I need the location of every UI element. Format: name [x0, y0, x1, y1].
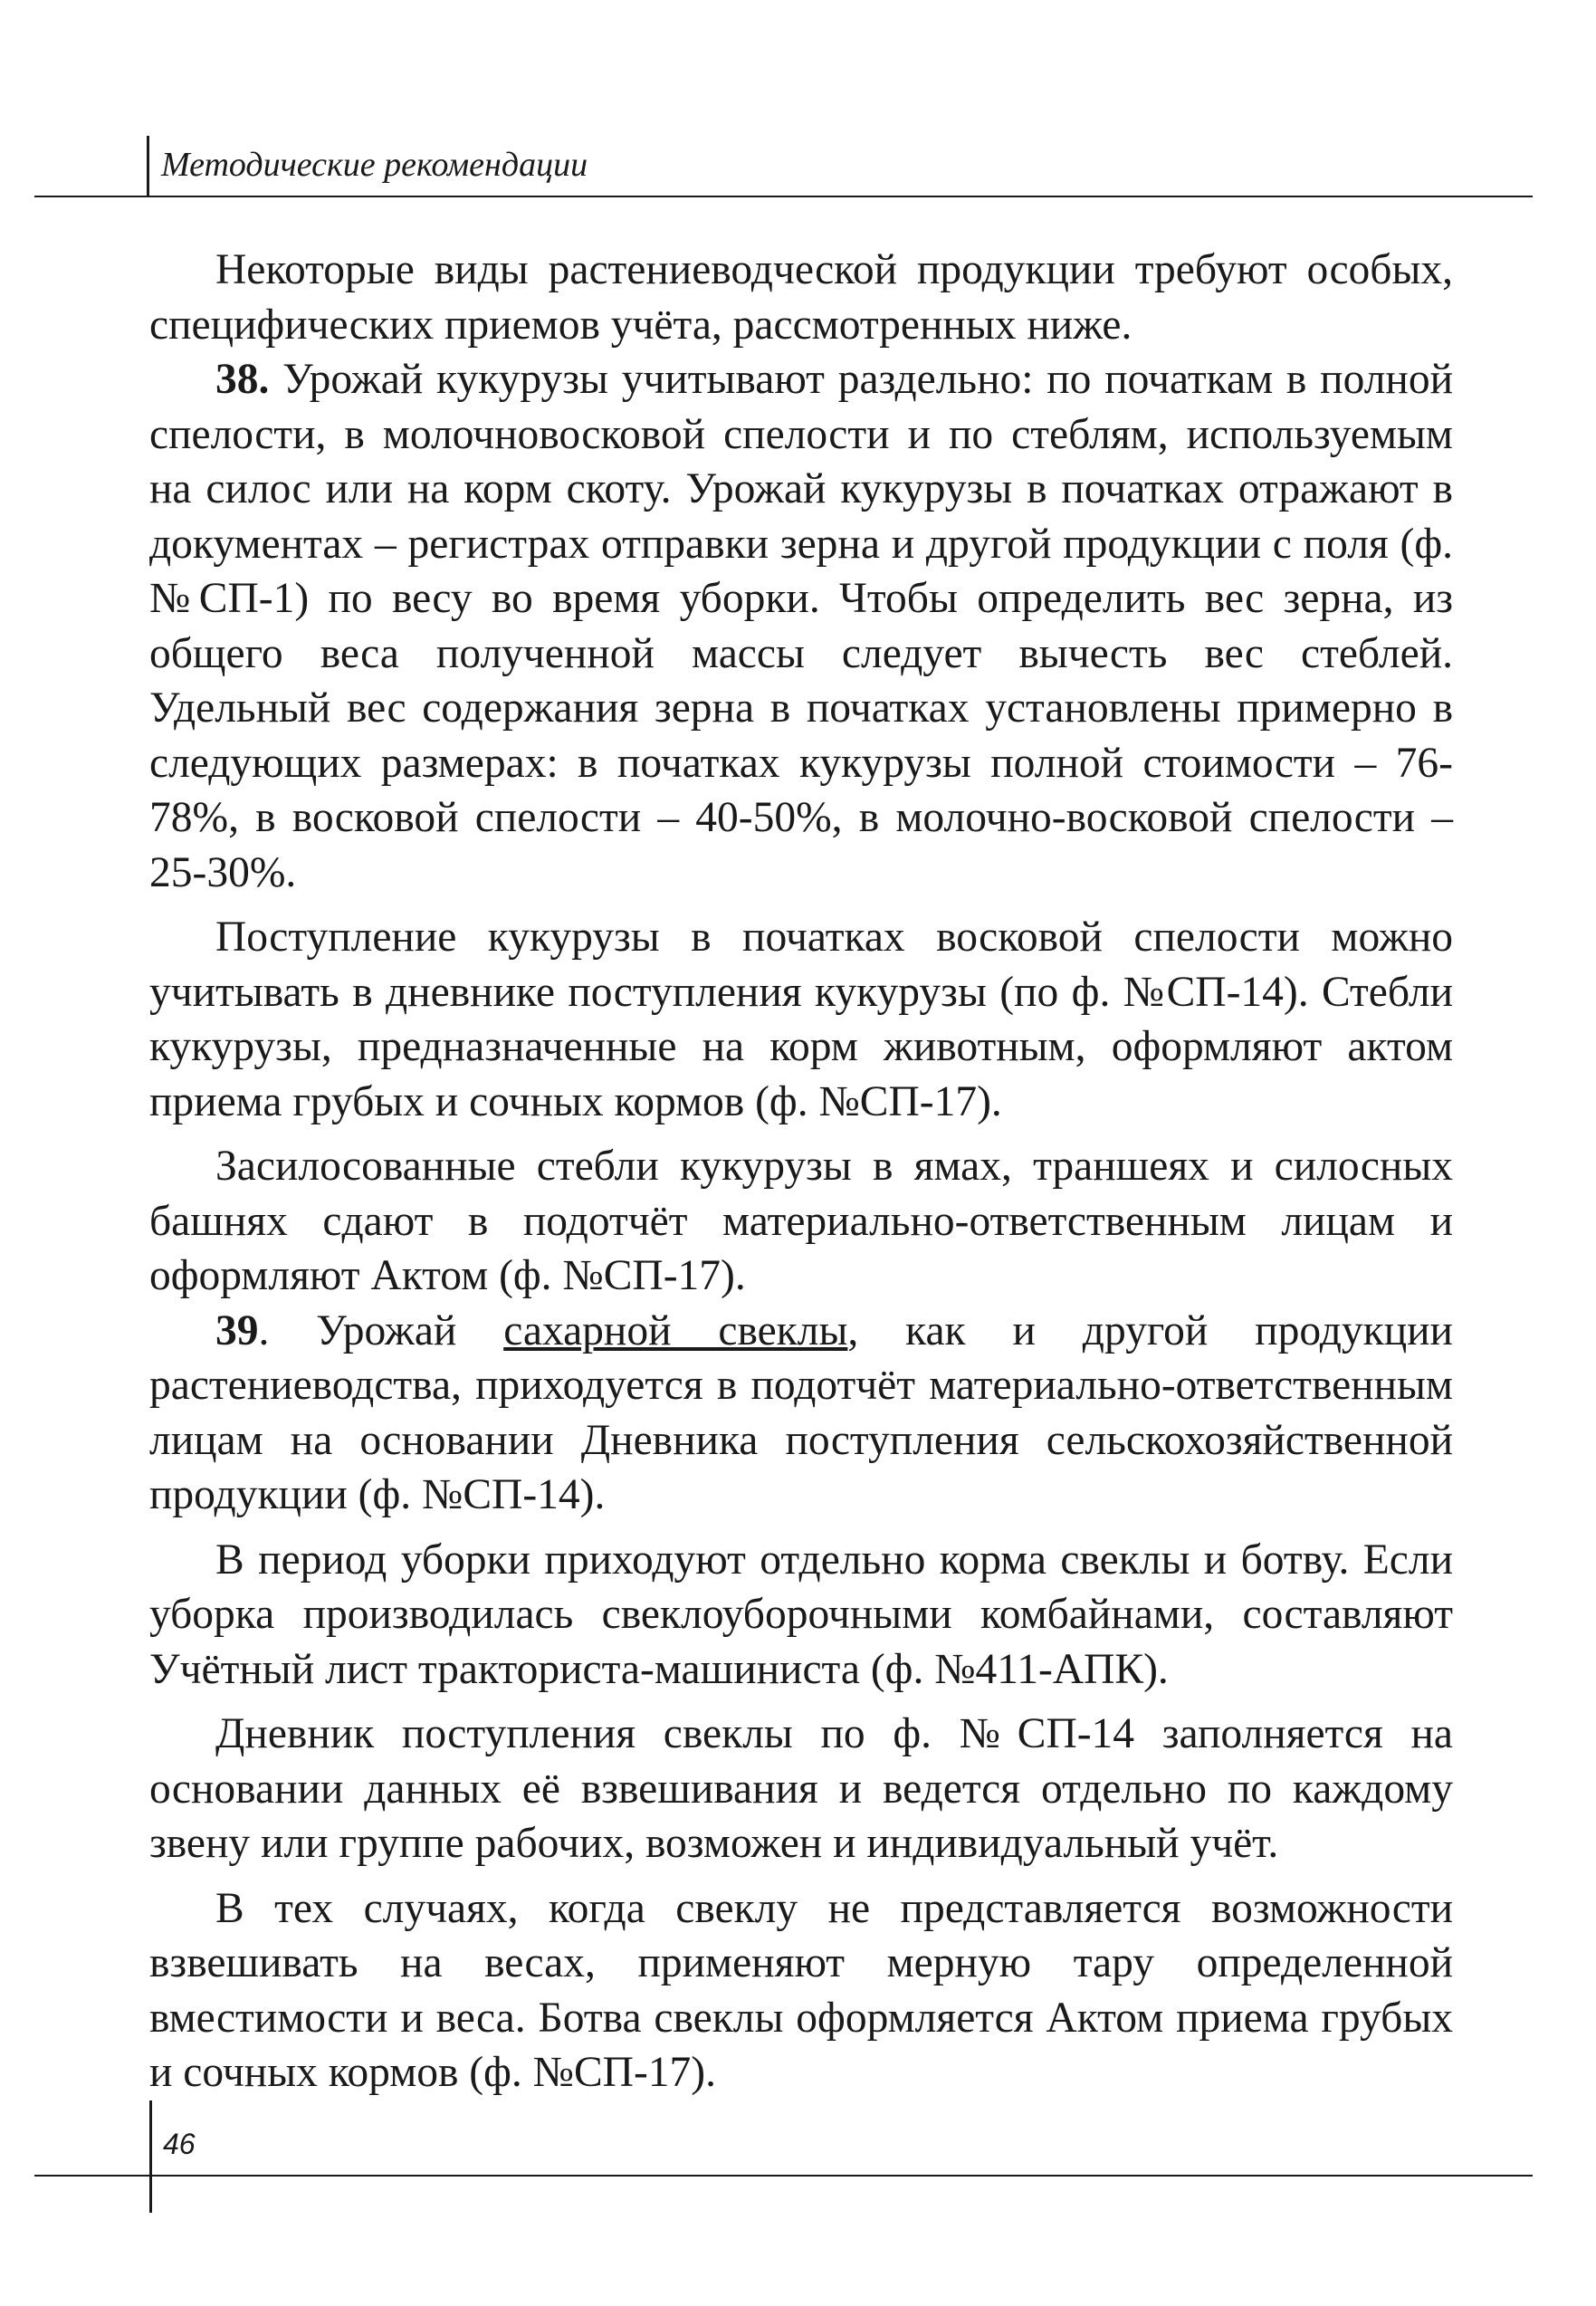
paragraph-text: Дневник поступления свеклы по ф. №СП-14 заполняется на основании данных её взвешивания и ведется отдельно по каждому звену или группе рабочих, возможен и индивидуальный учёт. [149, 1710, 1453, 1867]
paragraph-intro [149, 243, 1453, 352]
paragraph-beet-diary [149, 1707, 1453, 1871]
page-header [0, 0, 1596, 217]
underlined-term: сахарной свеклы [503, 1306, 848, 1354]
footer-horizontal-rule [34, 2175, 1533, 2177]
header-vertical-rule [147, 136, 149, 196]
paragraph-measuring-tare [149, 1881, 1453, 2100]
paragraph-item-39 [149, 1304, 1453, 1523]
paragraph-item-38 [149, 352, 1453, 900]
item-number-38: 38. [215, 356, 270, 403]
item-number-39: 39 [215, 1306, 259, 1354]
paragraph-corn-receipt [149, 910, 1453, 1129]
paragraph-text: . Урожай [258, 1306, 504, 1354]
paragraph-harvest-period [149, 1533, 1453, 1698]
page-number: 46 [163, 2128, 196, 2160]
paragraph-text: Засилосованные стебли кукурузы в ямах, траншеях и силосных башнях сдают в подотчёт материально-ответственным лицам и оформляют Актом (ф. №СП-17). [149, 1143, 1453, 1299]
paragraph-text: В период уборки приходуют отдельно корма свеклы и ботву. Если уборка производилась свеклоуборочными комбайнами, составляют Учётный лист тракториста-машиниста (ф. №411-АПК). [149, 1536, 1453, 1693]
paragraph-text: Поступление кукурузы в початках восковой спелости можно учитывать в дневнике поступления кукурузы (по ф. №СП-14). Стебли кукурузы, предназначенные на корм животным, оформляют актом приема грубых и сочных кормов (ф. №СП-17). [149, 914, 1453, 1125]
footer-vertical-rule [149, 2100, 152, 2213]
header-horizontal-rule [34, 196, 1533, 197]
running-header-title: Методические рекомендации [161, 146, 588, 184]
paragraph-silage [149, 1139, 1453, 1304]
paragraph-text: , как и другой продукции растениеводства, приходуется в подотчёт материально-ответственным лицам на основании Дневника поступления сельскохозяйственной продукции (ф. №СП-14). [149, 1306, 1453, 1518]
page-footer [0, 2100, 1596, 2306]
paragraph-text: Урожай кукурузы учитывают раздельно: по початкам в полной спелости, в молочновосковой спелости и по стеблям, используемым на силос или на корм скоту. Урожай кукурузы в початках отражают в документах – регистрах отправки зерна и другой продукции с поля (ф. №СП-1) по весу во время уборки. Чтобы определить вес зерна, из общего веса полученной массы следует вычесть вес стеблей. Удельный вес содержания зерна в початках установлены примерно в следующих размерах: в початках кукурузы полной стоимости – 76-78%, в восковой спелости – 40-50%, в молочно-восковой спелости – 25-30%. [149, 356, 1453, 896]
body-text [149, 243, 1453, 2100]
paragraph-text: В тех случаях, когда свеклу не представляется возможности взвешивать на весах, применяют мерную тару определенной вместимости и веса. Ботва свеклы оформляется Актом приема грубых и сочных кормов (ф. №СП-17). [149, 1884, 1453, 2096]
paragraph-text: Некоторые виды растениеводческой продукции требуют особых, специфических приемов учёта, рассмотренных ниже. [149, 246, 1453, 349]
